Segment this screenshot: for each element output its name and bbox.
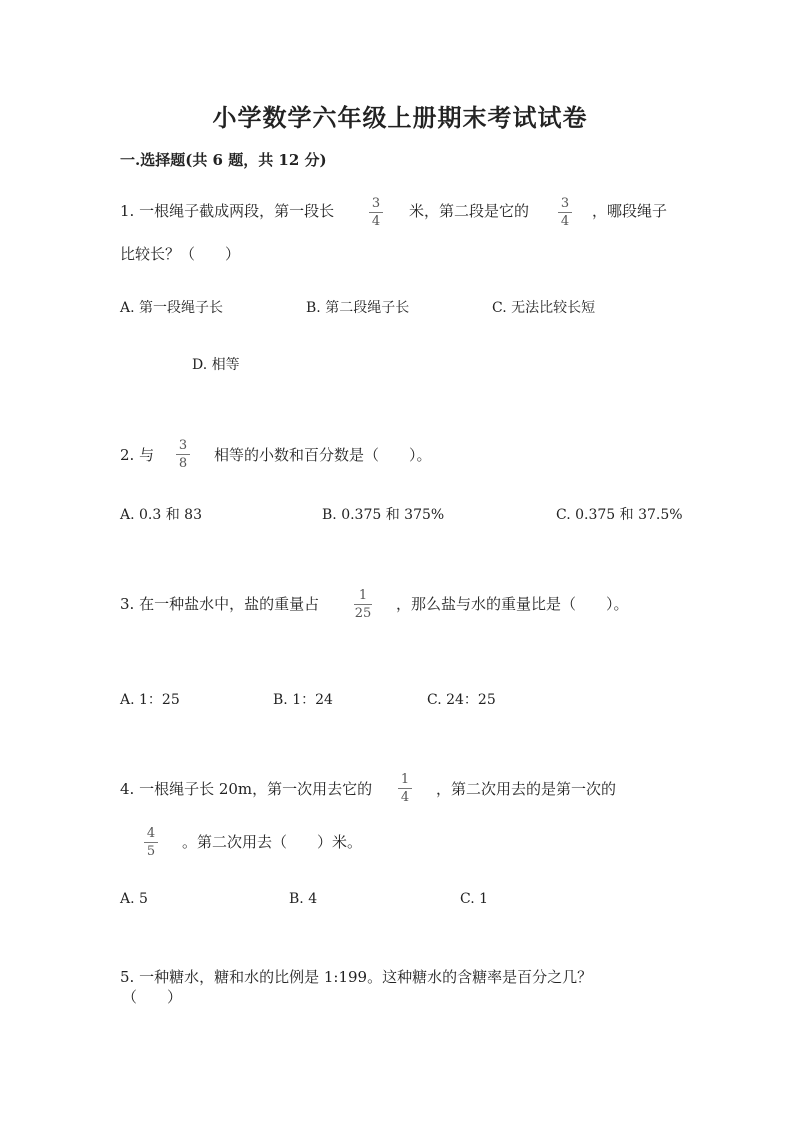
q4-text-b: ，第二次用去的是第一次的 bbox=[436, 780, 617, 798]
q2-fraction-1-denominator: 8 bbox=[178, 456, 188, 471]
q1-fraction-1 bbox=[369, 196, 383, 229]
q1-text-d: 比较长？（ ） bbox=[120, 245, 241, 263]
q1-text-b: 米，第二段是它的 bbox=[409, 202, 530, 220]
q4-option-a: A. 5 bbox=[120, 891, 148, 907]
q3-fraction-1 bbox=[354, 588, 372, 621]
q1-fraction-2-numerator: 3 bbox=[560, 196, 570, 211]
q3-option-a: A. 1：25 bbox=[120, 692, 180, 708]
q2-option-b: B. 0.375 和 375% bbox=[322, 507, 445, 523]
q1-text-c: ，哪段绳子 bbox=[592, 202, 668, 220]
fraction-bar bbox=[369, 212, 383, 213]
q1-fraction-2-denominator: 4 bbox=[560, 214, 570, 229]
fraction-bar bbox=[398, 788, 412, 789]
q4-fraction-2-numerator: 4 bbox=[146, 826, 156, 841]
fraction-bar bbox=[144, 842, 158, 843]
q3-text-a: 3. 在一种盐水中，盐的重量占 bbox=[120, 595, 320, 613]
q2-fraction-1-numerator: 3 bbox=[178, 438, 188, 453]
q1-option-b: B. 第二段绳子长 bbox=[306, 300, 410, 316]
q4-fraction-2-denominator: 5 bbox=[146, 844, 156, 859]
q2-fraction-1 bbox=[176, 438, 190, 471]
q4-fraction-2 bbox=[144, 826, 158, 859]
q1-fraction-2 bbox=[558, 196, 572, 229]
q3-option-b: B. 1：24 bbox=[273, 692, 333, 708]
q4-fraction-1-numerator: 1 bbox=[400, 772, 410, 787]
q4-option-c: C. 1 bbox=[460, 891, 489, 907]
q2-text-b: 相等的小数和百分数是（ ）。 bbox=[214, 446, 432, 464]
q4-fraction-1-denominator: 4 bbox=[400, 790, 410, 805]
fraction-bar bbox=[558, 212, 572, 213]
fraction-bar bbox=[354, 604, 372, 605]
page-title: 小学数学六年级上册期末考试试卷 bbox=[212, 103, 588, 132]
q5-text-a: 5. 一种糖水，糖和水的比例是 1:199。这种糖水的含糖率是百分之几？ bbox=[120, 968, 593, 986]
q2-option-c: C. 0.375 和 37.5% bbox=[556, 507, 683, 523]
q4-option-b: B. 4 bbox=[289, 891, 318, 907]
q4-text-c: 。第二次用去（ ）米。 bbox=[182, 833, 363, 851]
q1-fraction-1-denominator: 4 bbox=[371, 214, 381, 229]
q1-option-d: D. 相等 bbox=[192, 357, 240, 373]
q3-option-c: C. 24：25 bbox=[427, 692, 496, 708]
q1-text-a: 1. 一根绳子截成两段，第一段长 bbox=[120, 202, 335, 220]
q1-option-a: A. 第一段绳子长 bbox=[120, 300, 224, 316]
q3-fraction-1-numerator: 1 bbox=[358, 588, 368, 603]
q3-text-b: ，那么盐与水的重量比是（ ）。 bbox=[396, 595, 629, 613]
q2-option-a: A. 0.3 和 83 bbox=[120, 507, 202, 523]
q4-fraction-1 bbox=[398, 772, 412, 805]
q1-option-c: C. 无法比较长短 bbox=[492, 300, 596, 316]
fraction-bar bbox=[176, 454, 190, 455]
q3-fraction-1-denominator: 25 bbox=[354, 606, 372, 621]
q1-fraction-1-numerator: 3 bbox=[371, 196, 381, 211]
q2-text-a: 2. 与 bbox=[120, 446, 155, 464]
section-heading: 一.选择题(共 6 题，共 12 分) bbox=[120, 151, 327, 169]
q5-text-b: （ ） bbox=[122, 988, 183, 1006]
q4-text-a: 4. 一根绳子长 20m，第一次用去它的 bbox=[120, 780, 373, 798]
